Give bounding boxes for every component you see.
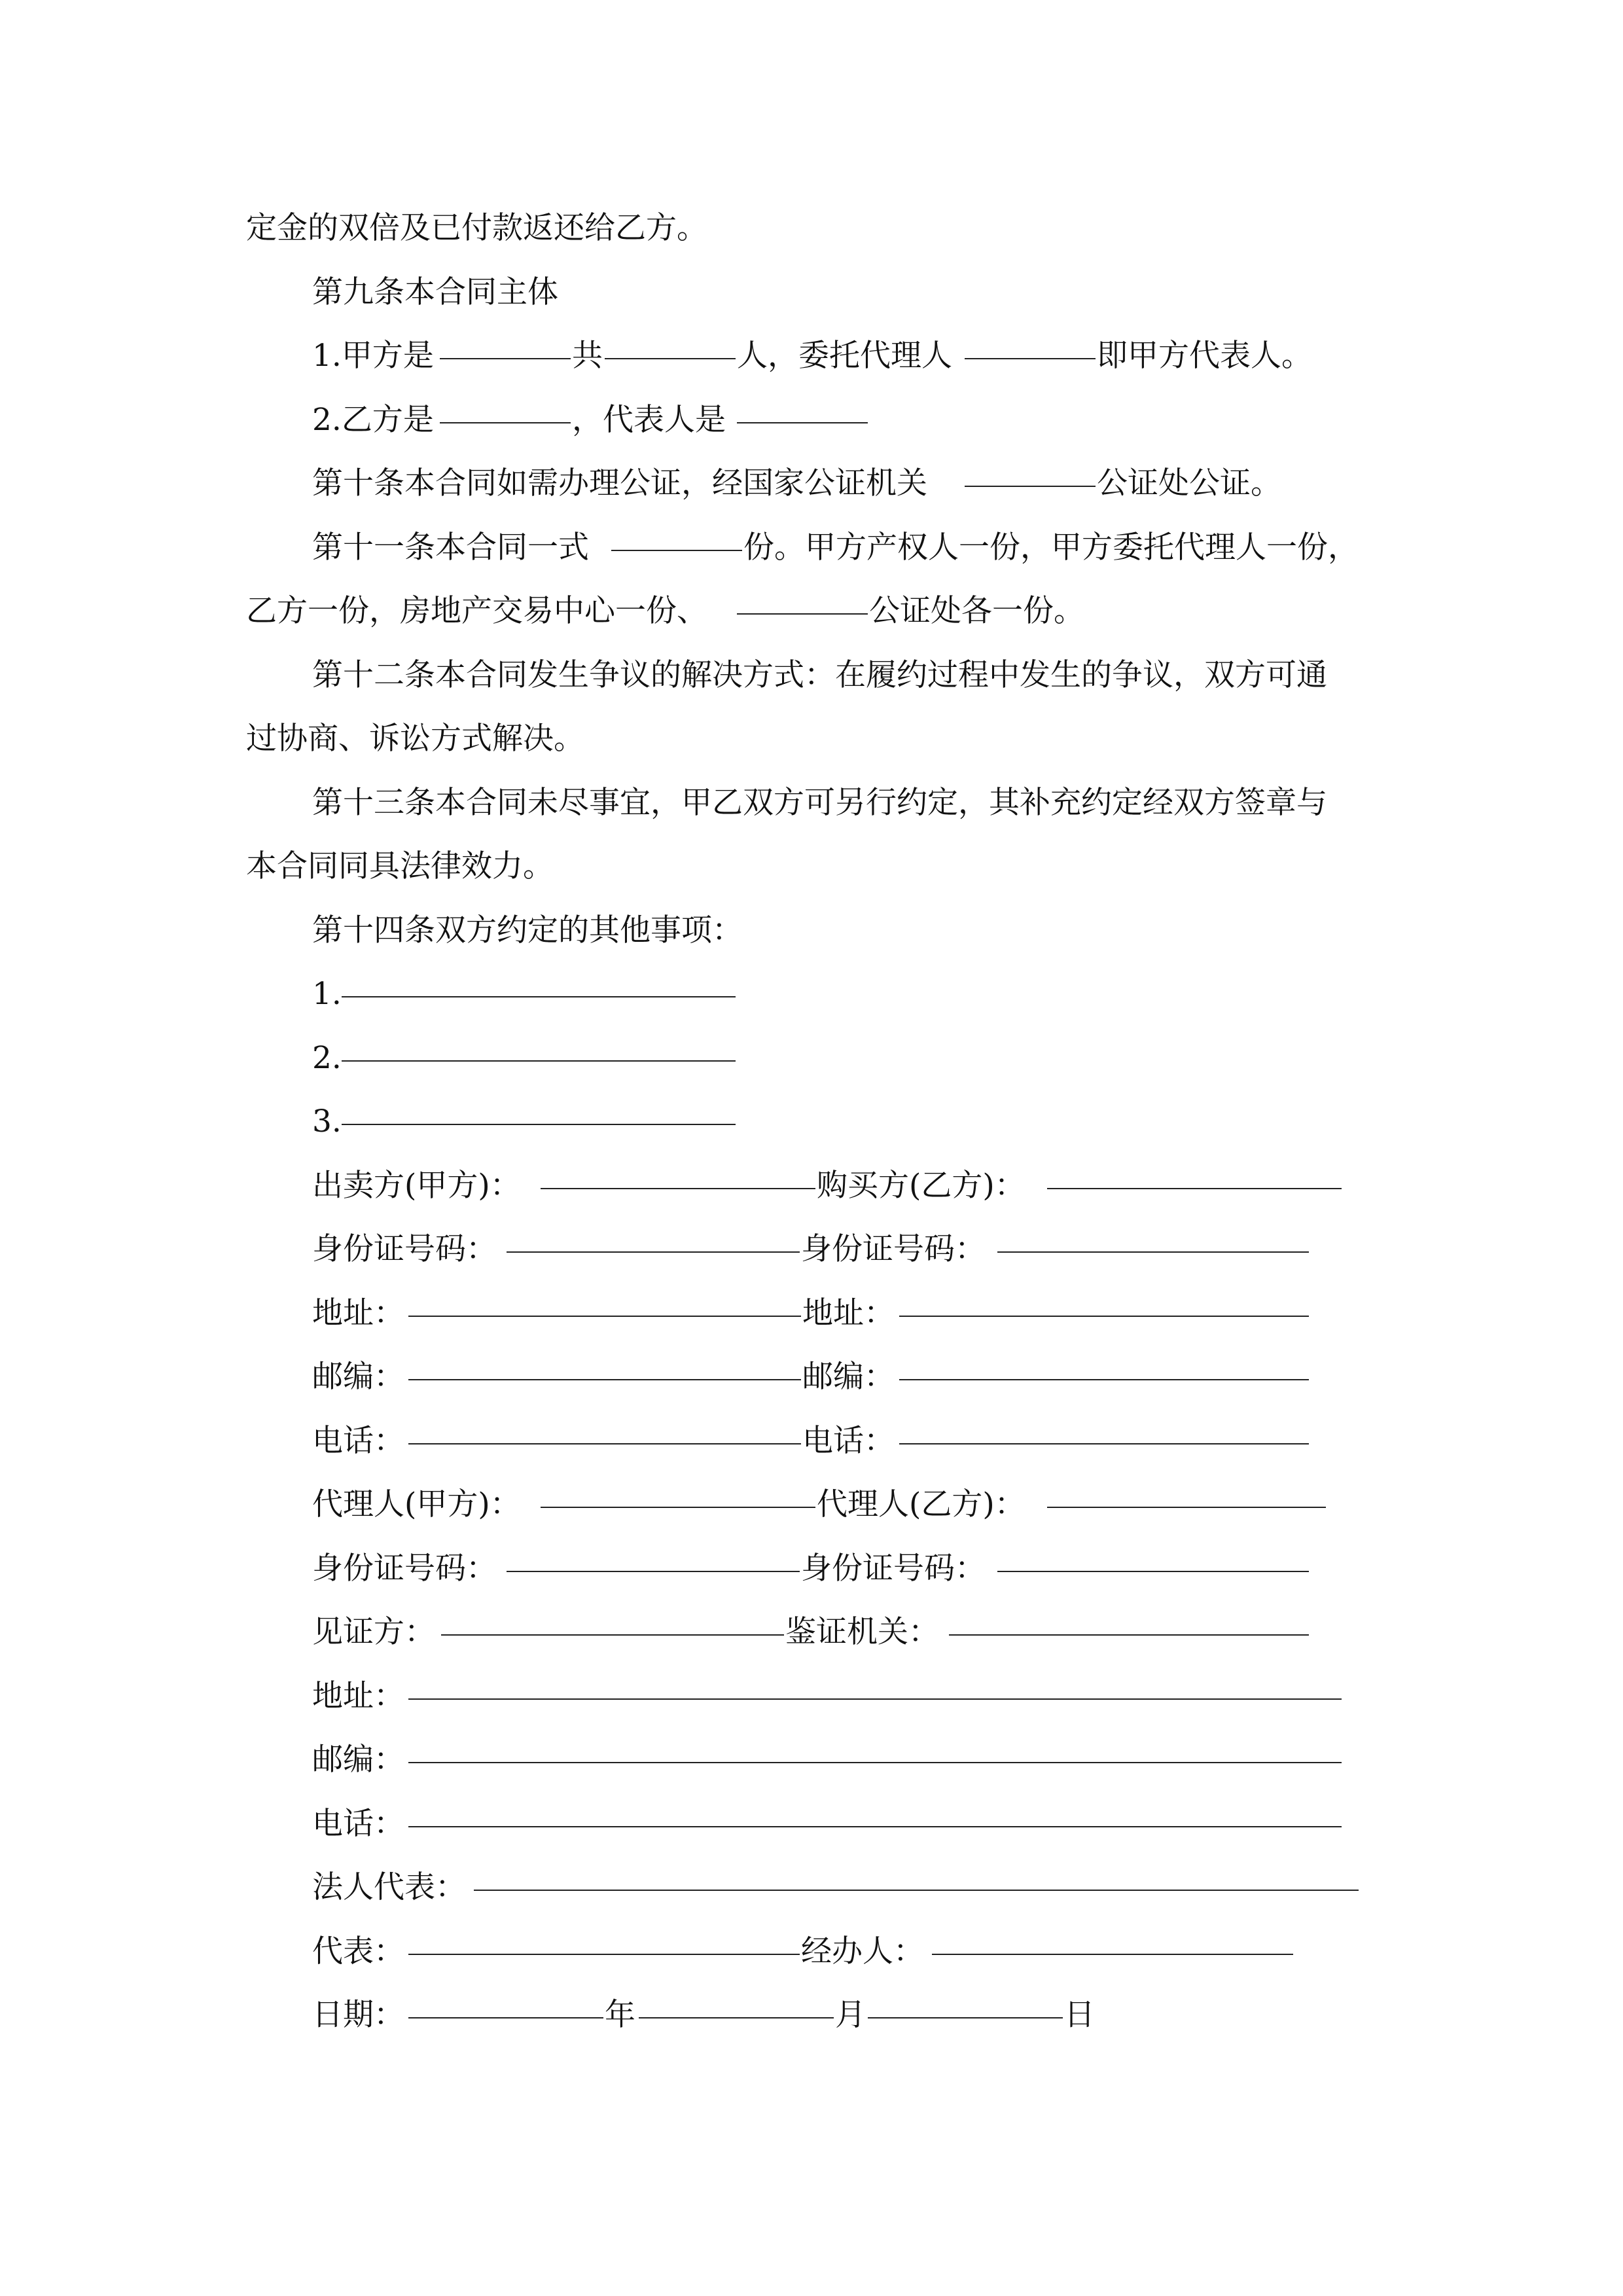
agent-b-blank[interactable] (1047, 1473, 1326, 1508)
rep-handler-row (0, 1920, 1623, 1984)
agent-a-id-blank[interactable] (507, 1537, 800, 1572)
article-14-heading (0, 899, 1623, 963)
authority-phone-blank[interactable] (408, 1792, 1342, 1827)
label-text: 第十一条本合同一式 (312, 529, 589, 565)
seller-blank[interactable] (541, 1154, 815, 1189)
list-number: 1. (312, 976, 342, 1012)
article-9-item-1 (0, 324, 1623, 388)
label-text: 第十四条双方约定的其他事项： (312, 912, 743, 948)
phone-label: 电话： (312, 1423, 404, 1459)
date-label: 日期： (312, 1997, 404, 2033)
buyer-phone-blank[interactable] (899, 1409, 1309, 1444)
authority-phone-row (0, 1792, 1623, 1856)
agent-b-label: 代理人(乙方)： (817, 1486, 1026, 1522)
witness-blank[interactable] (441, 1600, 784, 1636)
authority-postcode-blank[interactable] (408, 1728, 1342, 1763)
rep-label: 代表： (312, 1933, 404, 1969)
paragraph-text: 本合同同具法律效力。 (246, 848, 554, 884)
authority-label: 鉴证机关： (785, 1614, 939, 1650)
legal-rep-blank[interactable] (474, 1856, 1359, 1891)
other-item-3 (0, 1090, 1623, 1154)
article-10 (0, 452, 1623, 516)
rep-blank[interactable] (408, 1920, 800, 1955)
witness-label: 见证方： (312, 1614, 435, 1650)
year-label: 年 (605, 1997, 635, 2033)
text-line (0, 196, 1623, 260)
seller-id-blank[interactable] (507, 1217, 800, 1253)
buyer-address-blank[interactable] (899, 1282, 1309, 1317)
postcode-label: 邮编： (802, 1359, 895, 1395)
id-label: 身份证号码： (312, 1231, 497, 1267)
day-blank[interactable] (868, 1983, 1063, 2018)
agent-a-blank[interactable] (541, 1473, 815, 1508)
article-11-line-1 (0, 516, 1623, 580)
handler-label: 经办人： (801, 1933, 924, 1969)
seller-postcode-blank[interactable] (408, 1345, 801, 1380)
signature-row-phone (0, 1409, 1623, 1473)
other-item-blank[interactable] (342, 1090, 736, 1125)
signature-row-id (0, 1217, 1623, 1282)
paragraph-text: 第十二条本合同发生争议的解决方式：在履约过程中发生的争议，双方可通 (312, 657, 1327, 693)
party-b-name-blank[interactable] (440, 388, 571, 423)
label-text: 即甲方代表人。 (1097, 338, 1312, 374)
label-text: 共 (572, 338, 603, 374)
address-label: 地址： (802, 1295, 895, 1331)
party-a-agent-blank[interactable] (965, 324, 1096, 359)
list-number: 3. (312, 1103, 342, 1139)
label-text: 份。甲方产权人一份，甲方委托代理人一份， (743, 529, 1359, 565)
signature-row-agents (0, 1473, 1623, 1537)
authority-postcode-row (0, 1728, 1623, 1792)
seller-address-blank[interactable] (408, 1282, 801, 1317)
label-text: 乙方一份，房地产交易中心一份、 (246, 593, 707, 629)
id-label: 身份证号码： (801, 1551, 986, 1587)
article-13-line-2 (0, 834, 1623, 899)
paragraph-text: 过协商、诉讼方式解决。 (246, 721, 584, 757)
legal-rep-row (0, 1856, 1623, 1920)
authority-address-blank[interactable] (408, 1664, 1342, 1700)
paragraph-text: 定金的双倍及已付款返还给乙方。 (246, 210, 707, 246)
signature-row-postcode (0, 1345, 1623, 1409)
buyer-postcode-blank[interactable] (899, 1345, 1309, 1380)
signature-row-agent-id (0, 1537, 1623, 1601)
signature-row-parties (0, 1154, 1623, 1218)
article-9-item-2 (0, 388, 1623, 452)
postcode-label: 邮编： (312, 1742, 404, 1778)
article-12-line-1 (0, 643, 1623, 708)
seller-label: 出卖方(甲方)： (312, 1168, 521, 1204)
agent-a-label: 代理人(甲方)： (312, 1486, 521, 1522)
article-heading (0, 260, 1623, 325)
day-label: 日 (1064, 1997, 1095, 2033)
copies-count-blank[interactable] (611, 516, 742, 551)
id-label: 身份证号码： (801, 1231, 986, 1267)
buyer-label: 购买方(乙方)： (817, 1168, 1026, 1204)
list-number: 2. (312, 1040, 342, 1076)
label-text: 人，委托代理人 (737, 338, 952, 374)
party-b-rep-blank[interactable] (737, 388, 868, 423)
phone-label: 电话： (312, 1806, 404, 1842)
postcode-label: 邮编： (312, 1359, 404, 1395)
address-label: 地址： (312, 1678, 404, 1714)
signature-row-witness (0, 1600, 1623, 1664)
other-item-1 (0, 962, 1623, 1026)
seller-phone-blank[interactable] (408, 1409, 801, 1444)
year-blank[interactable] (408, 1983, 603, 2018)
party-a-count-blank[interactable] (605, 324, 736, 359)
agent-b-id-blank[interactable] (997, 1537, 1309, 1572)
authority-blank[interactable] (949, 1600, 1309, 1636)
article-9-heading: 第九条本合同主体 (312, 274, 558, 310)
label-text: 1.甲方是 (312, 338, 434, 374)
party-a-name-blank[interactable] (440, 324, 571, 359)
other-item-blank[interactable] (342, 962, 736, 997)
month-label: 月 (835, 1997, 866, 2033)
legal-rep-label: 法人代表： (312, 1869, 466, 1905)
buyer-blank[interactable] (1047, 1154, 1342, 1189)
other-item-2 (0, 1026, 1623, 1090)
id-label: 身份证号码： (312, 1551, 497, 1587)
other-item-blank[interactable] (342, 1026, 736, 1062)
article-11-line-2 (0, 579, 1623, 643)
phone-label: 电话： (802, 1423, 895, 1459)
notary-name-blank[interactable] (737, 579, 868, 615)
label-text: 第十条本合同如需办理公证，经国家公证机关 (312, 465, 927, 501)
label-text: 公证处各一份。 (869, 593, 1084, 629)
authority-address-row (0, 1664, 1623, 1729)
notary-office-blank[interactable] (965, 452, 1096, 487)
paragraph-text: 第十三条本合同未尽事宜，甲乙双方可另行约定，其补充约定经双方签章与 (312, 785, 1327, 821)
label-text: ，代表人是 (572, 402, 726, 438)
label-text: 2.乙方是 (312, 402, 434, 438)
address-label: 地址： (312, 1295, 404, 1331)
label-text: 公证处公证。 (1097, 465, 1281, 501)
signature-row-address (0, 1282, 1623, 1346)
article-13-line-1 (0, 771, 1623, 835)
date-row (0, 1983, 1623, 2047)
buyer-id-blank[interactable] (997, 1217, 1309, 1253)
article-12-line-2 (0, 707, 1623, 771)
month-blank[interactable] (639, 1983, 834, 2018)
handler-blank[interactable] (932, 1920, 1293, 1955)
